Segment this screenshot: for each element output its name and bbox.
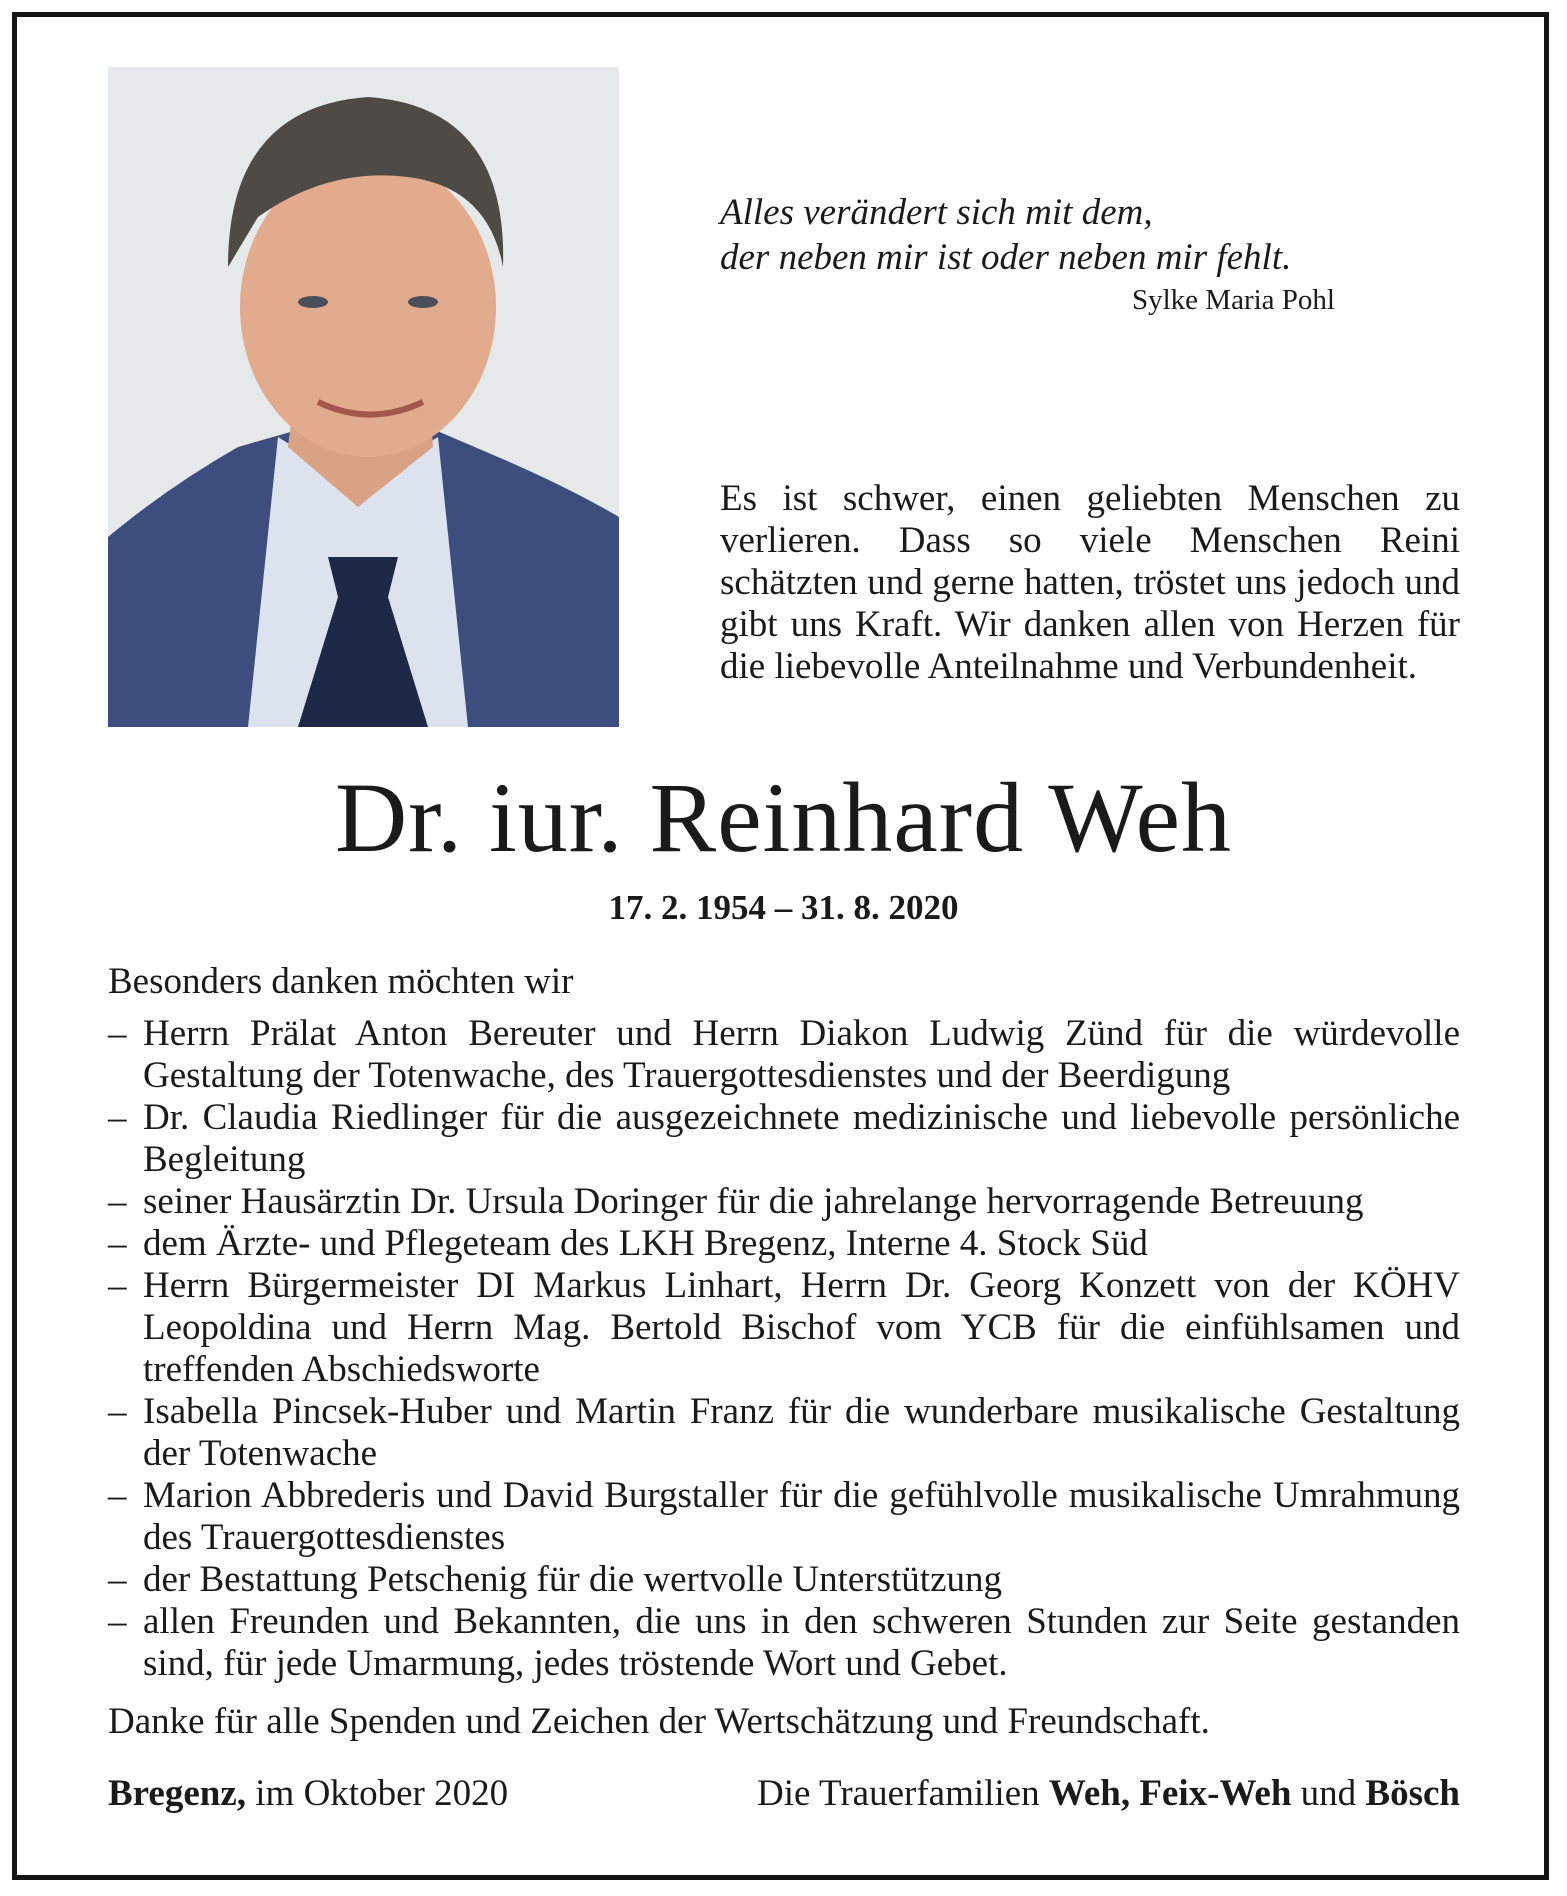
quote-author: Sylke Maria Pohl (1132, 284, 1335, 316)
list-item: – Dr. Claudia Riedlinger für die ausgezeichnete medizinische und liebevolle persönliche Begleitung (108, 1097, 1460, 1181)
families-signature (757, 1772, 1460, 1815)
families-and: und (1300, 1773, 1357, 1814)
portrait-photo (108, 67, 619, 727)
list-item: – allen Freunden und Bekannten, die uns in den schweren Stunden zur Seite gestanden sind, für jede Umarmung, jedes tröstende Wort und Gebet. (108, 1601, 1460, 1685)
list-item: – Marion Abbrederis und David Burgstaller für die gefühlvolle musikalische Umrahmung des Trauergottesdienstes (108, 1475, 1460, 1559)
place-date (108, 1772, 508, 1815)
list-item: – Herrn Prälat Anton Bereuter und Herrn Diakon Ludwig Zünd für die würdevolle Gestaltung der Totenwache, des Trauergottesdienstes und der Beerdigung (108, 1013, 1460, 1097)
list-item: – der Bestattung Petschenig für die wertvolle Unterstützung (108, 1559, 1460, 1601)
life-dates: 17. 2. 1954 – 31. 8. 2020 (608, 888, 959, 927)
intro-text: Es ist schwer, einen geliebten Menschen zu verlieren. Dass so viele Menschen Reini schätzten und gerne hatten, tröstet uns jedoch und gibt uns Kraft. Wir danken allen von Herzen für die liebevolle Anteilnahme und Verbundenheit. (720, 478, 1460, 687)
families-names: Weh, Feix-Weh (1048, 1773, 1292, 1814)
quote-line-2: der neben mir ist oder neben mir fehlt. (720, 237, 1292, 278)
list-item: – Herrn Bürgermeister DI Markus Linhart, Herrn Dr. Georg Konzett von der KÖHV Leopoldina und Herrn Mag. Bertold Bischof vom YCB für die einfühlsamen und treffenden Abschiedsworte (108, 1265, 1460, 1391)
quote (720, 190, 1340, 280)
thanks-intro: Besonders danken möchten wir (108, 961, 574, 1002)
families-last: Bösch (1365, 1773, 1460, 1814)
date: im Oktober 2020 (255, 1773, 509, 1814)
families-prefix: Die Trauerfamilien (757, 1773, 1040, 1814)
deceased-name: Dr. iur. Reinhard Weh (334, 762, 1233, 873)
thanks-list (108, 1013, 1460, 1685)
closing-text: Danke für alle Spenden und Zeichen der Wertschätzung und Freundschaft. (108, 1701, 1210, 1742)
place: Bregenz, (108, 1773, 247, 1814)
list-item: – dem Ärzte- und Pflegeteam des LKH Bregenz, Interne 4. Stock Süd (108, 1223, 1460, 1265)
list-item: – Isabella Pincsek-Huber und Martin Franz für die wunderbare musikalische Gestaltung der Totenwache (108, 1391, 1460, 1475)
quote-line-1: Alles verändert sich mit dem, (720, 192, 1153, 233)
list-item: – seiner Hausärztin Dr. Ursula Doringer für die jahrelange hervorragende Betreuung (108, 1181, 1460, 1223)
